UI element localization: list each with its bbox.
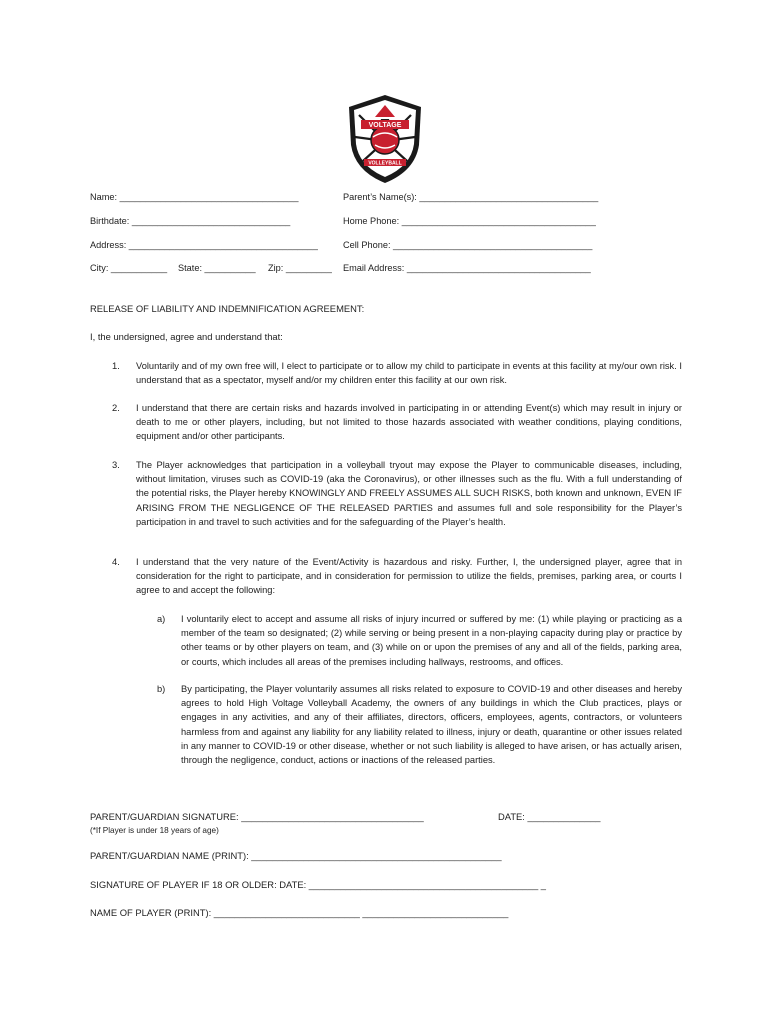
item-number-3: 3.	[112, 459, 120, 470]
item-number-4: 4.	[112, 556, 120, 567]
city-field[interactable]: City: ___________	[90, 263, 168, 273]
address-field[interactable]: Address: _____________________________________	[90, 240, 318, 250]
player-name-field[interactable]: NAME OF PLAYER (PRINT): ____________________________ ____________________________	[90, 907, 509, 918]
item-text-1: Voluntarily and of my own free will, I elect to participate or to allow my child to participate in events at this facility at my/our own risk. I understand that as a spectator, myself and/or my children enter this facility at our own risk.	[136, 361, 682, 386]
home-phone-field[interactable]: Home Phone: ______________________________________	[343, 216, 596, 226]
item-text-4: I understand that the very nature of the Event/Activity is hazardous and risky. Further, I, the undersigned player, agree that in consideration for the right to participate, and in consideration for permission to utilize the fields, premises, parking area, or courts I agree to and accept the following:	[136, 557, 682, 596]
logo-text-top: VOLTAGE	[368, 122, 402, 129]
cell-phone-field[interactable]: Cell Phone: _______________________________________	[343, 240, 593, 250]
name-field[interactable]: Name: ___________________________________	[90, 192, 299, 202]
item-number-2: 2.	[112, 402, 120, 413]
date-field[interactable]: DATE: ______________	[498, 811, 601, 822]
guardian-signature-field[interactable]: PARENT/GUARDIAN SIGNATURE: ___________________________________	[90, 811, 424, 822]
item-text-3: The Player acknowledges that participation in a volleyball tryout may expose the Player to communicable diseases, including, without limitation, viruses such as COVID-19 (aka the Coronavirus), or other illnesses such as the flu. With a full understanding of the potential risks, the Player hereby KNOWINGLY AND FREELY ASSUMES ALL SUCH RISKS, both known and unknown, EVEN IF ARISING FROM THE NEGLIGENCE OF THE RELEASED PARTIES and assumes full and sole responsibility for the Player’s participation in and travel to such activities and for the safeguarding of the Player’s health.	[136, 460, 682, 527]
guardian-name-field[interactable]: PARENT/GUARDIAN NAME (PRINT): ________________________________________________	[90, 850, 502, 861]
birthdate-field[interactable]: Birthdate: _______________________________	[90, 216, 291, 226]
subitem-text-b: By participating, the Player voluntarily assumes all risks related to exposure to COVID-19 and other diseases and hereby agrees to hold High Voltage Volleyball Academy, the owners of any buildings in which the Club practices, plays or engages in any activities, and any of their affiliates, directors, officers, employees, agents, contractors, or volunteers harmless from and against any liability for any liability related to illness, injury or death, quarantine or other issues related in any manner to COVID-19 or other disease, whether or not such liability is alleged to have arisen, or has actually arisen, through the negligence, conduct, actions or inactions of the released parties.	[181, 684, 682, 766]
player-signature-field[interactable]: SIGNATURE OF PLAYER IF 18 OR OLDER: DATE: ____________________________________________ _	[90, 879, 547, 890]
subitem-label-a: a)	[157, 614, 166, 624]
logo-text-bottom: VOLLEYBALL	[368, 160, 402, 167]
item-number-1: 1.	[112, 360, 120, 371]
state-field[interactable]: State: __________	[178, 263, 256, 273]
email-field[interactable]: Email Address: ____________________________________	[343, 263, 591, 273]
subitem-text-a: I voluntarily elect to accept and assume all risks of injury incurred or suffered by me: (1) while playing or practicing as a member of the team so designated; (2) while serving or being present in a non-playing capacity during play or practice by other teams or by other players on team, and (3) while on or upon the premises of any and all of the fields, parking area, or courts, which includes all areas of the premises including hallways, restrooms, and offices.	[181, 614, 682, 667]
zip-field[interactable]: Zip: _________	[268, 263, 332, 273]
parents-name-field[interactable]: Parent’s Name(s): ___________________________________	[343, 192, 599, 202]
high-voltage-volleyball-logo	[345, 93, 425, 185]
agreement-heading: RELEASE OF LIABILITY AND INDEMNIFICATION AGREEMENT:	[90, 303, 365, 314]
guardian-note: (*If Player is under 18 years of age)	[90, 826, 219, 835]
item-text-2: I understand that there are certain risks and hazards involved in participating in or attending Event(s) which may result in injury or death to me or other players, including, but not limited to those hazards associated with weather conditions, playing conditions, equipment and/or other participants.	[136, 403, 682, 442]
subitem-label-b: b)	[157, 684, 166, 694]
agreement-intro: I, the undersigned, agree and understand that:	[90, 331, 283, 342]
